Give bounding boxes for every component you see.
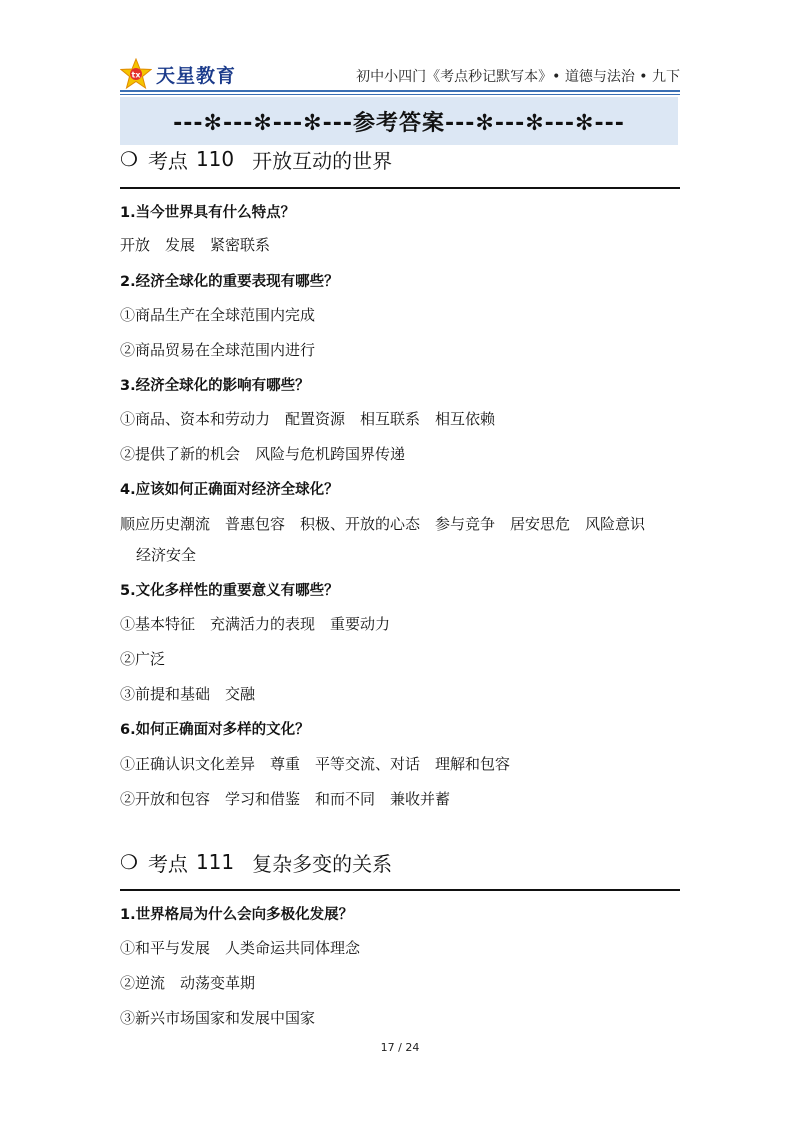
logo-text: 天星教育 [156,64,237,87]
question: 6.如何正确面对多样的文化？ [120,722,310,738]
answer-line: ①和平与发展 人类命运共同体理念 [120,939,361,957]
header-rule [120,90,680,92]
page-header [120,56,680,92]
section-number: 111 [195,850,235,874]
section-title-110 [120,145,680,173]
answer-line: ①商品、资本和劳动力 配置资源 相互联系 相互依赖 [120,410,496,428]
question: 5.文化多样性的重要意义有哪些？ [120,583,339,599]
question: 1.世界格局为什么会向多极化发展？ [120,907,354,923]
section-rule [120,187,680,189]
section-label: 考点 [147,148,188,173]
header-rule-thin [120,94,680,95]
section-title-111 [120,848,680,876]
section-rule [120,889,680,891]
answer-line: ②广泛 [120,650,166,668]
answer-banner: ---✻---✻---✻---参考答案---✻---✻---✻--- [120,97,678,145]
question: 1.当今世界具有什么特点？ [120,205,296,221]
logo [120,58,236,90]
answer-line: ①基本特征 充满活力的表现 重要动力 [120,615,391,633]
answer-line: ②开放和包容 学习和借鉴 和而不同 兼收并蓄 [120,790,451,808]
question: 3.经济全球化的影响有哪些？ [120,378,310,394]
answer-line: 顺应历史潮流 普惠包容 积极、开放的心态 参与竞争 居安思危 风险意识 [120,515,646,533]
section-number: 110 [195,147,235,171]
answer-line: ③新兴市场国家和发展中国家 [120,1009,316,1027]
circle-icon: ❍ [120,147,138,171]
question: 2.经济全球化的重要表现有哪些？ [120,274,339,290]
answer-line: ①正确认识文化差异 尊重 平等交流、对话 理解和包容 [120,755,511,773]
answer-line: ③前提和基础 交融 [120,685,256,703]
svg-text:tx: tx [131,70,141,80]
circle-icon: ❍ [120,850,138,874]
question: 4.应该如何正确面对经济全球化？ [120,482,339,498]
header-title: 初中小四门《考点秒记默写本》• 道德与法治 • 九下 [356,69,680,85]
section-label: 考点 [147,851,188,876]
page-number: 17 / 24 [380,1041,420,1054]
answer-line: ②提供了新的机会 风险与危机跨国界传递 [120,445,406,463]
section-name: 复杂多变的关系 [252,851,393,876]
answer-line: 开放 发展 紧密联系 [120,236,271,254]
answer-line: 经济安全 [136,546,197,564]
answer-line: ②逆流 动荡变革期 [120,974,256,992]
star-logo-icon [120,58,152,90]
section-name: 开放互动的世界 [252,148,393,173]
answer-line: ②商品贸易在全球范围内进行 [120,341,316,359]
answer-line: ①商品生产在全球范围内完成 [120,306,316,324]
